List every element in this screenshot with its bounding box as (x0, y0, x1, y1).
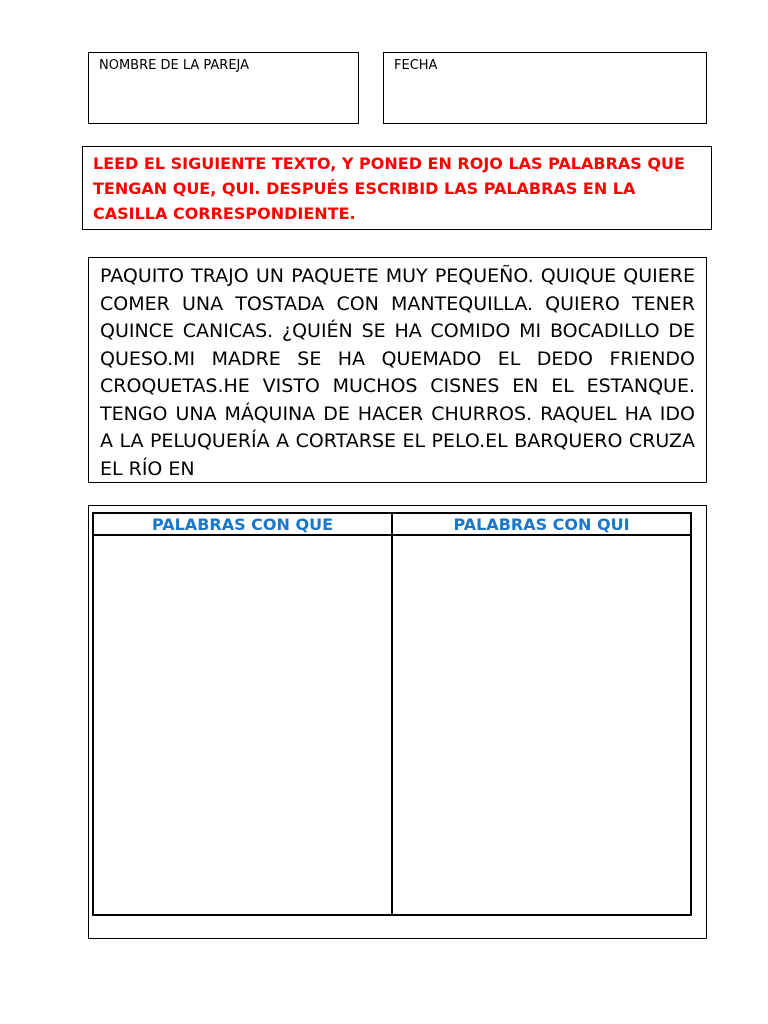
fecha-field[interactable] (383, 52, 707, 124)
instructions-box (82, 146, 712, 230)
fecha-label: FECHA (394, 58, 438, 73)
words-table-frame (88, 505, 707, 939)
reading-text: PAQUITO TRAJO UN PAQUETE MUY PEQUEÑO. QUIQUE QUIERE COMER UNA TOSTADA CON MANTEQUILLA. QUIERO TENER QUINCE CANICAS. ¿QUIÉN SE HA COMIDO MI BOCADILLO DE QUESO.MI MADRE SE HA QUEMADO EL DEDO FRIENDO CROQUETAS.HE VISTO MUCHOS CISNES EN EL ESTANQUE. TENGO UNA MÁQUINA DE HACER CHURROS. RAQUEL HA IDO A LA PELUQUERÍA A CORTARSE EL PELO.EL BARQUERO CRUZA EL RÍO EN (100, 265, 695, 480)
instructions-text: LEED EL SIGUIENTE TEXTO, Y PONED EN ROJO LAS PALABRAS QUE TENGAN QUE, QUI. DESPUÉS ESCRIBID LAS PALABRAS EN LA CASILLA CORRESPONDIENTE. (93, 154, 685, 223)
words-table (92, 512, 692, 916)
column-header-qui: PALABRAS CON QUI (392, 513, 691, 535)
cell-palabras-con-qui[interactable] (392, 535, 691, 915)
nombre-de-la-pareja-field[interactable] (88, 52, 359, 124)
reading-text-box (88, 257, 707, 483)
cell-palabras-con-que[interactable] (93, 535, 392, 915)
nombre-de-la-pareja-label: NOMBRE DE LA PAREJA (99, 58, 250, 73)
column-header-que: PALABRAS CON QUE (93, 513, 392, 535)
